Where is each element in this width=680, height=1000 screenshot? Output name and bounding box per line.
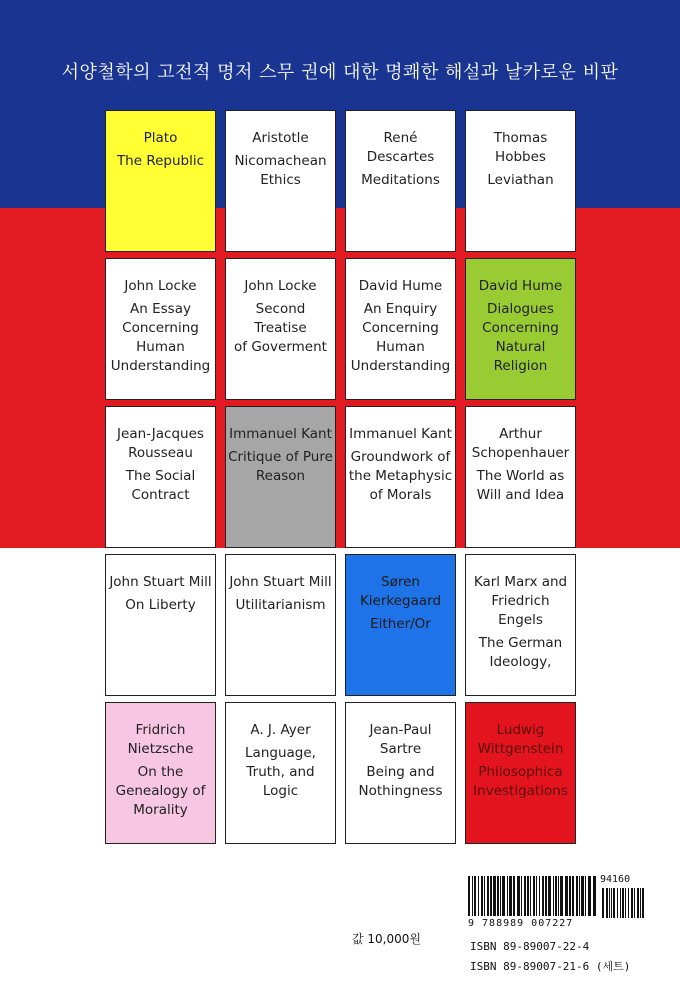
barcode-addon-bar (628, 888, 629, 918)
book-author: Søren Kierkegaard (359, 574, 442, 609)
headline: 서양철학의 고전적 명저 스무 권에 대한 명쾌한 해설과 날카로운 비판 (61, 62, 619, 83)
book-card (225, 702, 336, 844)
book-author: A. J. Ayer (250, 722, 311, 738)
barcode-bar (569, 876, 571, 916)
book-title: The Social Contract (125, 468, 196, 503)
book-title: Being and Nothingness (358, 764, 443, 799)
barcode-bar (533, 876, 535, 916)
barcode-bar (517, 876, 520, 916)
book-title: Either/Or (370, 616, 431, 632)
barcode-bar (572, 876, 574, 916)
barcode-main-digits: 9 788989 007227 (468, 918, 574, 929)
book-title: On the Genealogy of Morality (115, 764, 206, 818)
barcode-bar (468, 876, 470, 916)
book-title: The World as Will and Idea (476, 468, 565, 503)
book-title: Philosophica Investigations (473, 764, 568, 799)
barcode-bar (588, 876, 591, 916)
barcode-addon-bar (642, 888, 644, 918)
book-author: Ludwig Wittgenstein (477, 722, 564, 757)
barcode-bar (555, 876, 557, 916)
book-card (105, 406, 216, 548)
book-author: John Locke (124, 278, 197, 294)
barcode-addon-bar (613, 888, 615, 918)
barcode-bar (502, 876, 505, 916)
book-author: Jean-Paul Sartre (369, 722, 432, 757)
book-title: Dialogues Concerning Natural Religion (482, 301, 559, 374)
barcode-bar (497, 876, 499, 916)
book-card (465, 406, 576, 548)
book-title: Leviathan (487, 172, 554, 188)
barcode-bar (548, 876, 551, 916)
book-author: Jean-Jacques Rousseau (117, 426, 204, 461)
book-title: Nicomachean Ethics (234, 153, 327, 188)
barcode-bar (585, 876, 586, 916)
book-title: Utilitarianism (235, 597, 326, 613)
barcode-bar (558, 876, 559, 916)
barcode-bar (478, 876, 479, 916)
barcode-bar (560, 876, 563, 916)
barcode-addon-bar (602, 888, 604, 918)
barcode-bar (536, 876, 537, 916)
book-card (345, 702, 456, 844)
barcode-bar (524, 876, 526, 916)
book-card (105, 258, 216, 400)
book-card (225, 406, 336, 548)
barcode-bar (500, 876, 501, 916)
barcode-bar (581, 876, 584, 916)
book-title: Meditations (361, 172, 440, 188)
barcode-bar (553, 876, 554, 916)
book-author: John Locke (244, 278, 317, 294)
book-title: An Essay Concerning Human Understanding (110, 301, 211, 374)
book-card (345, 110, 456, 252)
book-author: David Hume (358, 278, 443, 294)
book-title: Language, Truth, and Logic (245, 745, 316, 799)
book-title: The Republic (116, 153, 205, 169)
book-card (105, 702, 216, 844)
barcode-bar (542, 876, 544, 916)
barcode-bar (565, 876, 568, 916)
barcode-bar (593, 876, 596, 916)
book-title: The German Ideology, (478, 635, 563, 670)
barcode-bar (487, 876, 489, 916)
barcode-bar (513, 876, 515, 916)
barcode-addon-bar (620, 888, 621, 918)
barcode-bar (521, 876, 522, 916)
barcode-addon-bar (609, 888, 610, 918)
book-author: Karl Marx and Friedrich Engels (473, 574, 568, 628)
barcode-bar (527, 876, 529, 916)
book-card (225, 110, 336, 252)
book-author: Fridrich Nietzsche (127, 722, 194, 757)
barcode-addon-bar (637, 888, 639, 918)
barcode-addon-bar (631, 888, 633, 918)
barcode-bar (474, 876, 476, 916)
book-card (105, 554, 216, 696)
book-title: An Enquiry Concerning Human Understanding (350, 301, 451, 374)
barcode-bar (472, 876, 473, 916)
book-card (465, 110, 576, 252)
barcode-bar (490, 876, 492, 916)
barcode-bar (481, 876, 483, 916)
book-author: John Stuart Mill (229, 574, 332, 590)
barcode-bar (493, 876, 496, 916)
book-author: Thomas Hobbes (493, 130, 548, 165)
book-author: Plato (143, 130, 178, 146)
book-author: Aristotle (252, 130, 309, 146)
book-card (105, 110, 216, 252)
book-title: Second Treatise of Goverment (234, 301, 327, 355)
price-label: 값 10,000원 (352, 932, 421, 946)
book-card (225, 258, 336, 400)
barcode-bar (545, 876, 547, 916)
book-grid (105, 110, 576, 844)
book-card (345, 258, 456, 400)
book-author: David Hume (478, 278, 563, 294)
barcode-addon-bar (606, 888, 608, 918)
book-title: On Liberty (125, 597, 196, 613)
barcode-addon-bar (617, 888, 618, 918)
book-author: Immanuel Kant (229, 426, 332, 442)
barcode-bar (509, 876, 512, 916)
book-author: Immanuel Kant (349, 426, 452, 442)
book-card (225, 554, 336, 696)
barcode-bar (484, 876, 485, 916)
book-card (465, 702, 576, 844)
book-card (465, 554, 576, 696)
book-card (465, 258, 576, 400)
barcode-addon-bar (640, 888, 641, 918)
barcode-addon-bar (622, 888, 624, 918)
book-author: John Stuart Mill (109, 574, 212, 590)
barcode-bar (507, 876, 508, 916)
barcode-addon-digits: 94160 (600, 874, 631, 885)
book-title: Critique of Pure Reason (228, 449, 333, 484)
isbn-line-1: ISBN 89-89007-22-4 (470, 940, 590, 953)
book-title: Groundwork of the Metaphysic of Morals (348, 449, 453, 503)
barcode-addon-bar (611, 888, 612, 918)
book-card (345, 406, 456, 548)
isbn-line-2: ISBN 89-89007-21-6 (세트) (470, 960, 631, 973)
barcode-bar (579, 876, 580, 916)
barcode-bar (539, 876, 540, 916)
barcode-addon-bar (625, 888, 626, 918)
book-author: René Descartes (366, 130, 435, 165)
book-author: Arthur Schopenhauer (471, 426, 570, 461)
book-card (345, 554, 456, 696)
barcode-bar (530, 876, 531, 916)
barcode-bar (576, 876, 578, 916)
barcode-addon-bar (634, 888, 635, 918)
